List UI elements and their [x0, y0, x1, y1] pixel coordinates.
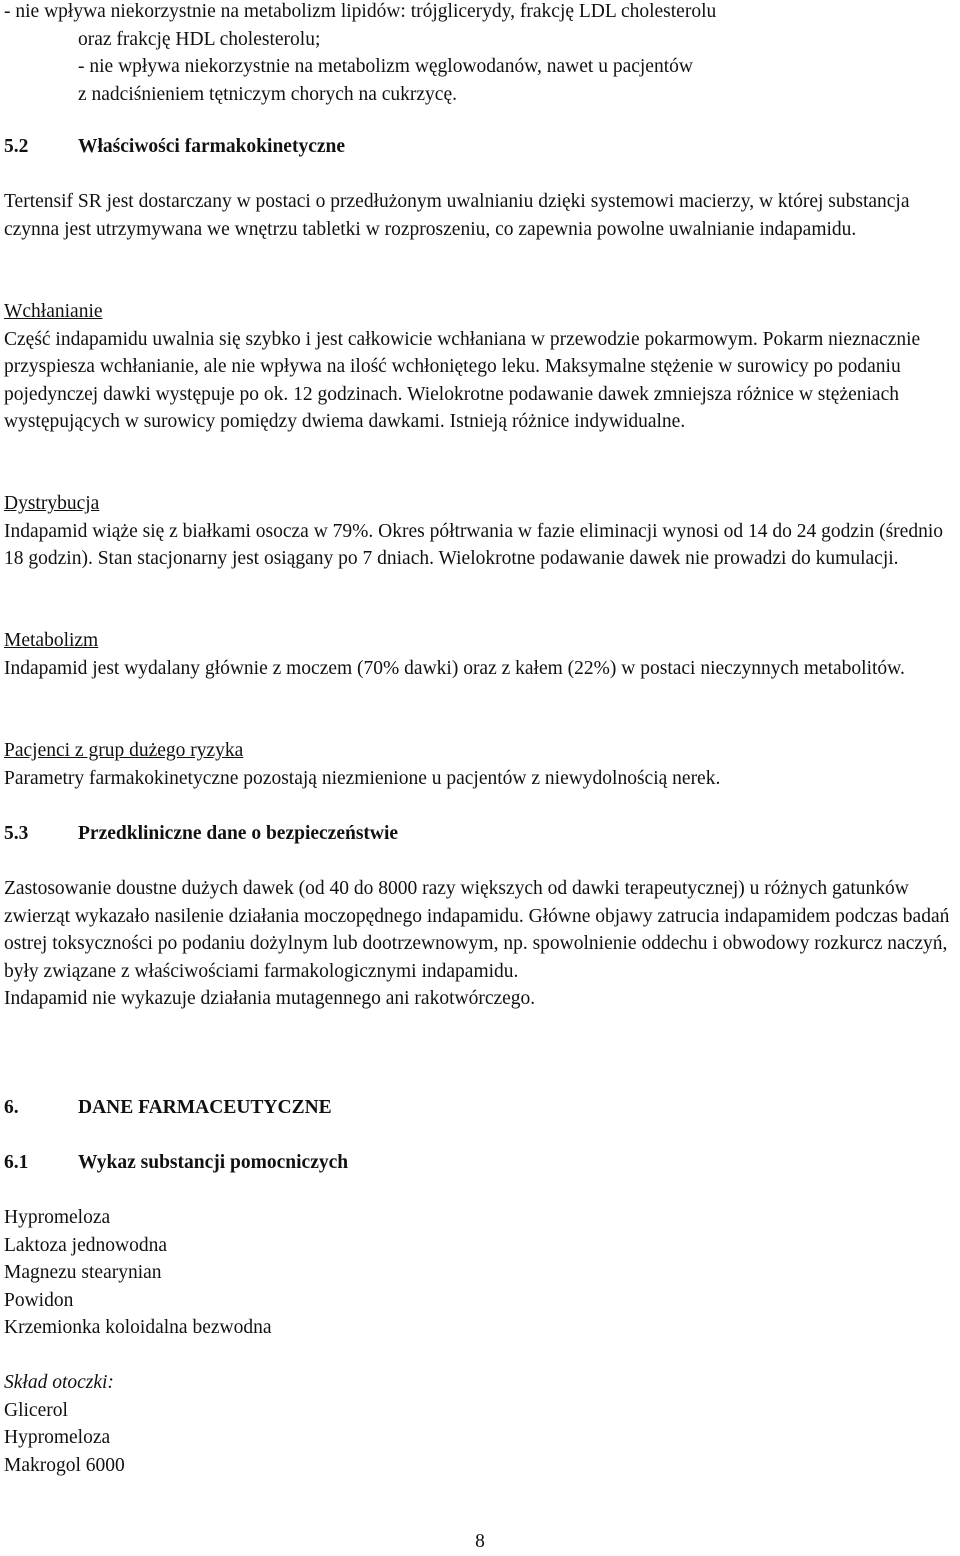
s53-paragraph: [4, 875, 959, 1013]
section-6-heading: [4, 1094, 960, 1122]
risk-subsection: [4, 737, 960, 792]
intro-line: z nadciśnieniem tętniczym chorych na cukrzycę.: [78, 83, 457, 105]
metabolism-subsection: [4, 627, 960, 682]
s53-text-mutagenic: Indapamid nie wykazuje działania mutagennego ani rakotwórczego.: [4, 988, 536, 1009]
s53-text: Zastosowanie doustne dużych dawek (od 40 do 8000 razy większych od dawki terapeutycznej) u różnych gatunków zwierząt wykazało nasilenie działania moczopędnego indapamidu. Główne objawy zatrucia indapamidem podczas badań ostrej toksyczności po podaniu dożylnym lub dootrzewnowym, np. spowolnienie oddechu i obwodowy rozkurcz naczyń, były związane z właściwościami farmakologicznymi indapamidu.: [4, 878, 950, 982]
list-item: Hypromeloza: [4, 1207, 111, 1228]
section-title: Wykaz substancji pomocniczych: [78, 1152, 349, 1173]
list-item: Hypromeloza: [4, 1427, 111, 1448]
risk-text: Parametry farmakokinetyczne pozostają niezmienione u pacjentów z niewydolnością nerek.: [4, 767, 721, 789]
subheading-risk-groups: Pacjenci z grup dużego ryzyka: [4, 740, 244, 761]
subheading-absorption: Wchłanianie: [4, 301, 103, 322]
section-5-2-heading: [4, 133, 960, 161]
section-number: 6.1: [4, 1152, 29, 1173]
section-number: 5.3: [4, 823, 29, 844]
section-number: 5.2: [4, 136, 29, 157]
coating-list: [4, 1369, 960, 1479]
section-5-3-heading: [4, 820, 960, 848]
intro-line: - nie wpływa niekorzystnie na metabolizm lipidów: trójglicerydy, frakcję LDL cholesterolu: [4, 1, 717, 22]
distribution-subsection: [4, 490, 960, 573]
s52-intro-paragraph: Tertensif SR jest dostarczany w postaci o przedłużonym uwalnianiu dzięki systemowi macierzy, w której substancja czynna jest utrzymywana we wnętrzu tabletki w rozproszeniu, co zapewnia powolne uwalnianie indapamidu.: [4, 191, 910, 240]
list-item: Magnezu stearynian: [4, 1262, 162, 1283]
section-6-1-heading: [4, 1149, 960, 1177]
absorption-text: Część indapamidu uwalnia się szybko i jest całkowicie wchłaniana w przewodzie pokarmowym. Pokarm nieznacznie przyspiesza wchłanianie, ale nie wpływa na ilość wchłoniętego leku. Maksymalne stężenie w surowicy po podaniu pojedynczej dawki występuje po ok. 12 godzinach. Wielokrotne podawanie dawek zmniejsza różnice w stężeniach występujących w surowicy pomiędzy dwiema dawkami. Istnieją różnice indywidualne.: [4, 328, 921, 432]
section-title: Właściwości farmakokinetyczne: [78, 136, 346, 157]
absorption-subsection: [4, 298, 960, 436]
list-item: Makrogol 6000: [4, 1454, 125, 1476]
list-item: Krzemionka koloidalna bezwodna: [4, 1317, 272, 1338]
list-item: Powidon: [4, 1289, 74, 1311]
section-number: 6.: [4, 1097, 19, 1118]
list-item: Glicerol: [4, 1399, 68, 1421]
list-item: Laktoza jednowodna: [4, 1234, 167, 1256]
intro-block: [4, 0, 960, 108]
page-number: 8: [475, 1531, 485, 1552]
intro-line: oraz frakcję HDL cholesterolu;: [78, 28, 321, 50]
subheading-metabolism: Metabolizm: [4, 630, 99, 651]
section-title: Przedkliniczne dane o bezpieczeństwie: [78, 823, 399, 844]
section-title: DANE FARMACEUTYCZNE: [78, 1097, 332, 1118]
intro-line: - nie wpływa niekorzystnie na metabolizm węglowodanów, nawet u pacjentów: [78, 56, 693, 77]
distribution-text: Indapamid wiąże się z białkami osocza w 79%. Okres półtrwania w fazie eliminacji wynosi od 14 do 24 godzin (średnio 18 godzin). Stan stacjonarny jest osiągany po 7 dniach. Wielokrotne podawanie dawek nie prowadzi do kumulacji.: [4, 520, 943, 569]
excipients-list: [4, 1204, 960, 1342]
coating-label: Skład otoczki:: [4, 1372, 114, 1393]
metabolism-text: Indapamid jest wydalany głównie z moczem (70% dawki) oraz z kałem (22%) w postaci nieczynnych metabolitów.: [4, 657, 905, 679]
subheading-distribution: Dystrybucja: [4, 493, 100, 514]
